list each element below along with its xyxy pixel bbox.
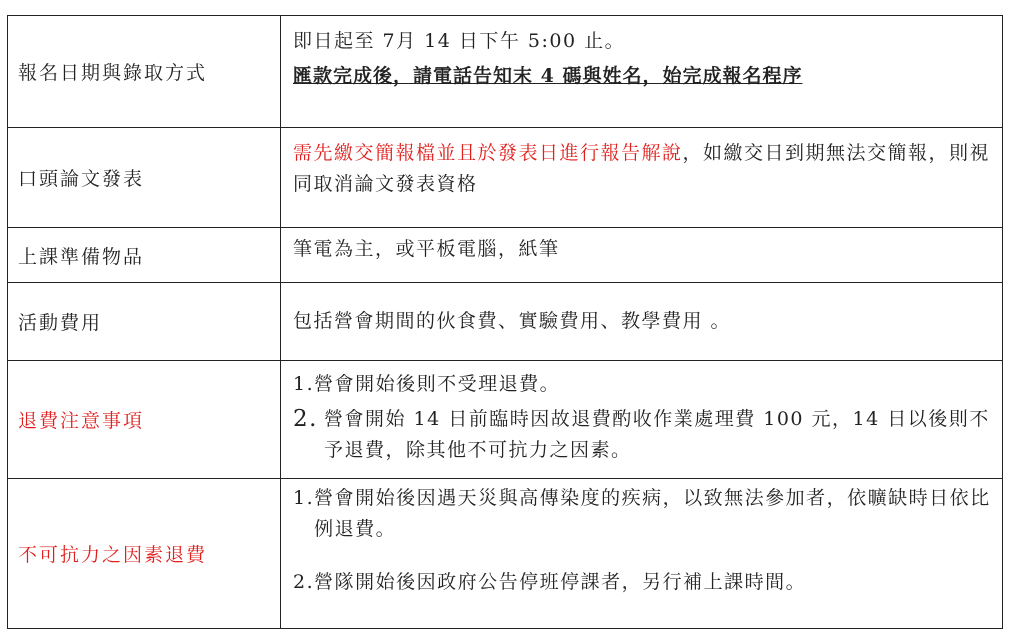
row-content: 包括營會期間的伙食費、實驗費用、教學費用 。 <box>281 283 1003 361</box>
registration-note-text: 匯款完成後，請電話告知末 4 碼與姓名，始完成報名程序 <box>293 65 803 87</box>
list-item <box>293 369 994 400</box>
item-text: 營隊開始後因政府公告停班停課者，另行補上課時間。 <box>314 571 807 593</box>
row-content <box>281 16 1003 128</box>
row-content <box>281 479 1003 629</box>
row-label: 退費注意事項 <box>8 361 281 479</box>
item-number: 2. <box>293 406 318 432</box>
row-label: 口頭論文發表 <box>8 128 281 228</box>
row-content <box>281 128 1003 228</box>
table-row <box>8 479 1003 629</box>
requirement-text: ，如繳交日到期無法交簡報，則視同取消論文發表資格 <box>293 142 991 195</box>
item-text: 營會開始後因遇天災與高傳染度的疾病，以致無法參加者，依曠缺時日依比例退費。 <box>314 487 991 540</box>
list-item <box>293 567 994 598</box>
table-row <box>8 283 1003 361</box>
item-number: 1. <box>293 373 315 395</box>
item-number: 2. <box>293 571 315 593</box>
row-label: 不可抗力之因素退費 <box>8 479 281 629</box>
info-table <box>7 15 1003 629</box>
item-number: 1. <box>293 487 315 509</box>
list-item <box>293 483 994 545</box>
item-text: 營會開始 14 日前臨時因故退費酌收作業處理費 100 元，14 日以後則不予退費，除其他不可抗力之因素。 <box>323 408 990 461</box>
row-label: 活動費用 <box>8 283 281 361</box>
item-text: 營會開始後則不受理退費。 <box>314 373 561 395</box>
table-row <box>8 228 1003 283</box>
item-spacer <box>293 545 994 567</box>
row-content <box>281 361 1003 479</box>
table-row <box>8 128 1003 228</box>
registration-date-text: 即日起至 7月 14 日下午 5:00 止。 <box>293 30 626 52</box>
row-label: 報名日期與錄取方式 <box>8 16 281 128</box>
row-content: 筆電為主，或平板電腦，紙筆 <box>281 228 1003 283</box>
row-label: 上課準備物品 <box>8 228 281 283</box>
red-requirement-text: 需先繳交簡報檔並且於發表日進行報告解說 <box>293 142 683 164</box>
table-row <box>8 361 1003 479</box>
list-item <box>293 404 994 466</box>
table-row <box>8 16 1003 128</box>
